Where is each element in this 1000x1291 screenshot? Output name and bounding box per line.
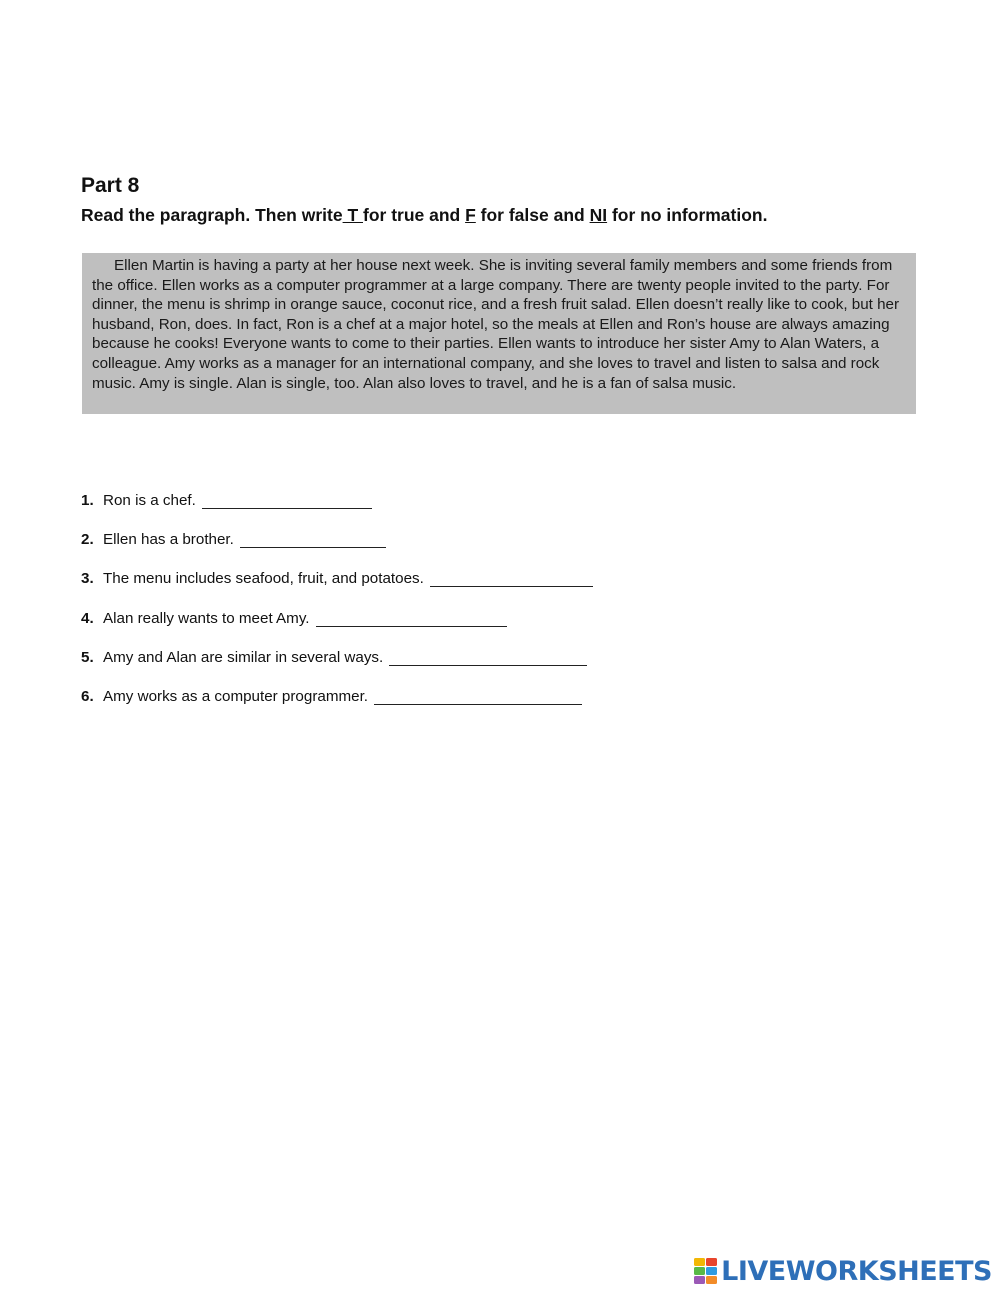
answer-blank-1[interactable] bbox=[202, 493, 372, 509]
part-title: Part 8 bbox=[81, 174, 140, 197]
instruction-mid1: for true and bbox=[363, 205, 466, 225]
instruction-mid2: for false and bbox=[475, 205, 590, 225]
question-number: 5. bbox=[81, 648, 94, 666]
question-text: Ellen has a brother. bbox=[103, 531, 234, 549]
question-text: The menu includes seafood, fruit, and potatoes. bbox=[103, 570, 424, 588]
reading-passage: Ellen Martin is having a party at her house next week. She is inviting several family members and some friends from the office. Ellen works as a computer programmer at a large company. There are twenty people invited to the party. For dinner, the menu is shrimp in orange sauce, coconut rice, and a fresh fruit salad. Ellen doesn’t really like to cook, but her husband, Ron, does. In fact, Ron is a chef at a major hotel, so the meals at Ellen and Ron’s house are always amazing because he cooks! Everyone wants to come to their parties. Ellen wants to introduce her sister Amy to Alan Waters, a colleague. Amy works as a manager for an international company, and she loves to travel and listen to salsa and rock music. Amy is single. Alan is single, too. Alan also loves to travel, and he is a fan of salsa music. bbox=[92, 257, 900, 392]
instruction bbox=[81, 205, 767, 226]
logo-text: LIVEWORKSHEETS bbox=[721, 1255, 992, 1287]
true-code: T bbox=[342, 205, 363, 225]
instruction-after: for no information. bbox=[607, 205, 768, 225]
no-info-code: NI bbox=[589, 205, 608, 225]
question-item bbox=[81, 492, 593, 531]
liveworksheets-logo bbox=[694, 1254, 992, 1288]
question-number: 1. bbox=[81, 492, 94, 509]
answer-blank-5[interactable] bbox=[389, 650, 587, 666]
question-number: 2. bbox=[81, 531, 94, 549]
reading-passage-box bbox=[82, 253, 916, 414]
question-number: 4. bbox=[81, 609, 94, 627]
question-item bbox=[81, 570, 593, 609]
answer-blank-2[interactable] bbox=[240, 532, 386, 548]
question-text: Amy works as a computer programmer. bbox=[103, 687, 369, 705]
liveworksheets-icon bbox=[694, 1258, 718, 1284]
question-number: 3. bbox=[81, 570, 94, 588]
answer-blank-3[interactable] bbox=[430, 571, 593, 587]
question-item bbox=[81, 610, 593, 649]
question-number: 6. bbox=[81, 687, 94, 705]
false-code: F bbox=[465, 205, 476, 225]
question-text: Amy and Alan are similar in several ways. bbox=[103, 648, 384, 666]
instruction-before: Read the paragraph. Then write bbox=[81, 205, 343, 225]
question-item bbox=[81, 649, 593, 688]
question-text: Alan really wants to meet Amy. bbox=[103, 609, 310, 627]
question-text: Ron is a chef. bbox=[103, 492, 196, 509]
answer-blank-6[interactable] bbox=[374, 689, 582, 705]
question-item bbox=[81, 688, 593, 727]
question-item bbox=[81, 531, 593, 570]
question-list bbox=[81, 492, 593, 727]
answer-blank-4[interactable] bbox=[316, 611, 507, 627]
